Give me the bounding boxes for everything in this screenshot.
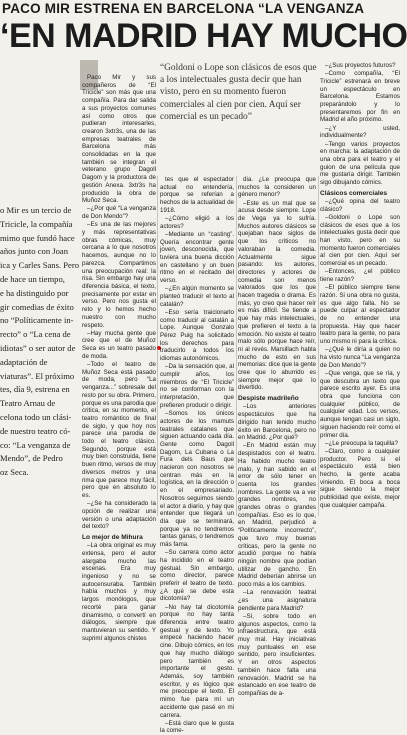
- paragraph: –Está claro que le gusta la come-: [160, 719, 234, 735]
- paragraph: –¿En algún momento se planteó traducir el texto al catalán?: [160, 285, 234, 308]
- paragraph: –¿Y usted, individualmente?: [320, 124, 400, 140]
- section-subheading: Clásicos comerciales: [320, 189, 388, 197]
- paragraph: –¿Le preocupa la taquilla?: [325, 439, 398, 447]
- pull-quote: “Goldoni o Lope son clásicos de esos que a los intelectuales gusta decir que han visto, pero en su momento fueron comerciales al cien por cien. Aquí ser comercial es un pecado”: [160, 63, 317, 122]
- paragraph: –La renovación teatral ¿es una asignatura pendiente para Madrid?: [238, 589, 316, 612]
- paragraph: –Somos los únicos actores de los mamuts teatrales catalanes que siguen actuando cada día. Gente como Dagoll Dagom, La Cubana o La Fura dels Baus que nacieron con nosotros se centran más en la logística, en la dirección o en el empresariado. Nosotros seguimos siendo el actor a diario, y hay que entender que llegará un día que se terminará, porque ya no tendremos tantas ganas, o tendremos más fama.: [160, 410, 234, 549]
- paragraph: –¿Se ha considerado la opción de realizar una versión o una adaptación del texto?: [82, 500, 156, 531]
- body-column-4: [238, 176, 316, 697]
- paragraph: dia. ¿Le preocupa que muchos la consideren un género menor?: [238, 176, 316, 199]
- text-line: co: “La venganza de: [0, 439, 71, 450]
- paragraph: –¿Por qué “La venganza de Don Mendo”?: [82, 205, 156, 221]
- column-divider: [318, 176, 319, 516]
- paragraph: –El público siempre tiene razón. Si una obra no gusta, es que algo falla. No se puede culpar al espectador de no entender una propuesta. Hay que hacer teatro para la gente, no para uno mismo ni para la crítica.: [320, 284, 400, 346]
- paragraph: tes que el espectador actual no entendería, porque se referían a hechos de la actualidad de 1918.: [160, 176, 234, 214]
- paragraph: –¿Qué opina del teatro clásico?: [320, 197, 400, 213]
- paragraph: –No hay tal dicotomía porque no hay tanta diferencia entre teatro gestual y de texto. Yo empecé haciendo hacer cine. Dibujo cómics, en los que hay mucho diálogo pero también es importante el gesto. Además, soy también escritor, y es lógico que me preocupe el texto. El mimo fue para mí un accidente que pasé en mi carrera.: [160, 603, 234, 719]
- text-line: años junto con Joan: [0, 246, 69, 257]
- body-column-5: [320, 62, 400, 516]
- text-line: de hace un tiempo,: [0, 273, 65, 284]
- text-line: viaturas”. El próximo: [0, 370, 75, 381]
- paragraph: –Este es un mal que se acusa desde siempre. Lope de Vega ya lo sufría. Muchos autores clásicos se quejaban hace siglos de que los críticos no valoraban la comedia. Actualmente sigue pasando: los autores, directores y actores de comedia son menos valorados que los que hacen tragedia o drama. Es más, yo creo que hacer reír es más difícil. Se tiende a que hay más intelectuales, que prefieren el texto a la emoción. No existe el teatro malo sólo porque hace reír, ni al revés. Marsillach habla mucho de esto en sus memorias: dice que la gente cree que lo aburrido es siempre mejor que lo divertido.: [238, 199, 316, 392]
- paragraph: –Claro, como a cualquier productor. Pero si el espectáculo está bien hecho, la gente acaba viniendo. El boca a boca sigue siendo la mejor publicidad que existe, mejor que cualquier campaña.: [320, 447, 400, 509]
- paragraph: –Hay mucha gente que cree que el de Muñoz Seca es un teatro pasado de moda.: [82, 329, 156, 360]
- paragraph: –¿Cómo eligió a los actores?: [160, 215, 234, 230]
- paragraph: Paco Mir y sus compañeros de “El Tricicle” son más que una compañía. Para dar salida a sus proyectos comunes así como otros que pudieran interesarles, crearon 3xtr3s, una de las empresas teatrales de Barcelona más consolidadas en la que también se integran el veterano grupo Dagoll Dagom y la productora de gestión Anexa. 3xtr3s ha producido la obra de Muñoz Seca.: [82, 74, 156, 205]
- paragraph: –Sí, sobre todo en algunos aspectos, como la infraestructura, que está muy mal. Hay iniciativas muy puntuales en ese sentido, pero insuficientes. Y en otros aspectos también hace falta una renovación. Madrid se ha estancado en ese teatro de compañías de a-: [238, 612, 316, 697]
- paragraph: –Que venga, que se ría, y que descubra un texto que parece escrito ayer. Es una obra que funciona con cualquier público, de cualquier edad. Los versos, aunque tengan casi un siglo, siguen haciendo reír como el primer día.: [320, 369, 400, 439]
- paragraph: –Como compañía, “El Tricicle” estrenará en breve un espectáculo en Barcelona. Estamos preparándolo y lo presentaremos por fin en Madrid el año próximo.: [320, 70, 400, 124]
- paragraph: –Tengo varios proyectos en marcha: la adaptación de una obra para el teatro y el guion de una película que me gustaría dirigir. También sigo dibujando cómics.: [320, 140, 400, 187]
- article-headline: ‘EN MADRID HAY MUCHO: [0, 17, 407, 55]
- text-line: mimo que fundó hace: [0, 232, 75, 243]
- article-kicker: PACO MIR ESTRENA EN BARCELONA “LA VENGANZA: [2, 1, 365, 16]
- text-line: ica y Carles Sans. Pero: [0, 260, 79, 271]
- paragraph: –La obra original es muy extensa, pero el autor alargaba mucho las escenas. Era muy ingenioso y no se autocensuraba. También había muchos y muy largos monólogos, que recorté para ganar dinamismo, o convertí en diálogos, siempre que mantuvieran su sentido. Y suprimí algunos chistes: [82, 542, 156, 642]
- paragraph: –¿Sus proyectos futuros?: [325, 62, 396, 69]
- text-line: e ha distinguido por: [0, 287, 69, 298]
- column-divider: [236, 176, 237, 516]
- paragraph: –Da la sensación que, al cumplir años, los miembros de “El Tricicle” no se conforman con la interpretación, que prefieren producir o dirigir.: [160, 363, 234, 409]
- text-line: gir comedias de éxito: [0, 301, 74, 312]
- paragraph: –Entonces, ¿el público tiene razón?: [320, 268, 400, 283]
- paragraph: –Es una de las mejores y más representativas obras cómicas, muy cercana a lo que nosotros hacemos, aunque no lo parezca. Compartimos una preocupación real: la risa. Sin embargo hay una diferencia básica, el texto, precisamente por estar en verso. Pero nos gusta el reto y lo hemos hecho nuestro con mucho respeto.: [82, 221, 156, 329]
- paragraph: –¿Qué le diría a quien no ha visto nunca “La venganza de Don Mendo”?: [320, 346, 400, 369]
- section-subheading: Despiste madrileño: [238, 395, 299, 403]
- paragraph: –Los anteriores espectáculos que ha dirigido han tenido mucho éxito en Barcelona, pero no en Madrid. ¿Por qué?: [238, 403, 316, 442]
- paragraph: –En Madrid están muy despistados con el teatro. Ha habido mucho teatro malo, y han sabido en el error de sólo tener en cuenta los grandes nombres. La gente va a ver grandes nombres, no grandes obras o grandes compañías. Eso es lo que, en Madrid, perjudicó a “Políticamente incorrecto”, que tuvo muy buenas críticas, pero la gente no acudió porque no había ningún nombre que podían utilizar de gancho. En Madrid deberían abrirse un poco más a los cambios.: [238, 442, 316, 589]
- text-line: idiotas” o ser autor de: [0, 342, 76, 353]
- body-column-2: [82, 74, 156, 642]
- paragraph: –Todo el teatro de Muñoz Seca está pasado de moda, pero “La venganza...” sobresale del resto por su obra. Primero, porque es una parodia que critica, en su momento, el teatro romántico de final de siglo, y que hoy nos parece una parodia de todo el teatro clásico. Segundo, porque está muy bien construida, tiene buen ritmo, versos de muy diversos metros y una rima que parece muy fácil, pero que en absoluto lo es.: [82, 361, 156, 499]
- section-subheading: Lo mejor de Mihura: [82, 533, 143, 541]
- text-line: no “Políticamente in-: [0, 315, 74, 326]
- body-column-3: [160, 176, 234, 735]
- body-column-1: [0, 204, 80, 516]
- text-line: adaptación de: [0, 356, 48, 367]
- text-line: o Mir es un tercio de: [0, 205, 72, 215]
- paragraph: –Eso sería traicionarlo como traducir al catalán a Lope. Aunque Gonzalo Pérez Puig ha solicitado los derechos para traducirlo a todos los idiomas autonómicos.: [160, 308, 234, 363]
- text-line: Mendo”, de Pedro: [0, 453, 63, 464]
- paragraph: –Su carrera como actor ha incidido en el teatro gestual. Sin embargo, como director, parece preferir el teatro de texto. ¿A qué se debe esta dicotomía?: [160, 549, 234, 603]
- text-line: de nuestro teatro có-: [0, 425, 71, 436]
- text-line: oz Seca.: [0, 467, 29, 478]
- text-line: celona todo un clási-: [0, 411, 72, 422]
- paragraph: –Mediante un “casting”. Quería encontrar gente joven, desconocida, que tuviera una buena dicción en castellano y un buen ritmo en el recitado del verso.: [160, 230, 234, 285]
- text-line: Tricicle, la compañía: [0, 218, 73, 229]
- text-line: Teatro Arnau de: [0, 398, 56, 409]
- paragraph: –Goldoni o Lope son clásicos de esos que a los intelectuales gusta decir que han visto, pero en su momento fueron comerciales al cien por cien. Aquí ser comercial es un pecado.: [320, 213, 400, 268]
- text-line: tes, día 9, estrena en: [0, 384, 70, 395]
- text-line: recto” o “La cena de: [0, 329, 71, 340]
